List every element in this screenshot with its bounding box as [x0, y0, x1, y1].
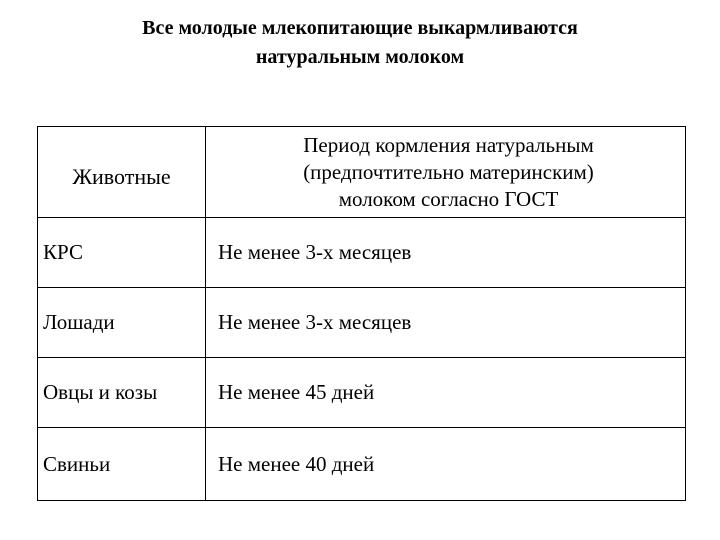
animal-cell: Овцы и козы — [38, 358, 206, 428]
period-cell: Не менее 45 дней — [206, 358, 686, 428]
table-row — [38, 358, 686, 428]
table-row — [38, 428, 686, 501]
table-header-row — [38, 127, 686, 218]
header-period-line-1: Период кормления натуральным — [303, 132, 594, 157]
period-cell: Не менее 40 дней — [206, 428, 686, 501]
animal-cell: Свиньи — [38, 428, 206, 501]
period-cell: Не менее 3-х месяцев — [206, 218, 686, 288]
header-animals: Животные — [38, 127, 206, 218]
title-line-2: натуральным молоком — [255, 46, 465, 68]
table-row — [38, 288, 686, 358]
feeding-period-table — [37, 126, 686, 501]
table-row — [38, 218, 686, 288]
period-cell: Не менее 3-х месяцев — [206, 288, 686, 358]
animal-cell: КРС — [38, 218, 206, 288]
title-line-1: Все молодые млекопитающие выкармливаются — [142, 17, 578, 39]
animal-cell: Лошади — [38, 288, 206, 358]
page-title — [0, 14, 720, 72]
header-period — [206, 127, 686, 218]
header-period-line-3: молоком согласно ГОСТ — [338, 186, 559, 211]
header-period-line-2: (предпочтительно материнским) — [303, 159, 594, 184]
